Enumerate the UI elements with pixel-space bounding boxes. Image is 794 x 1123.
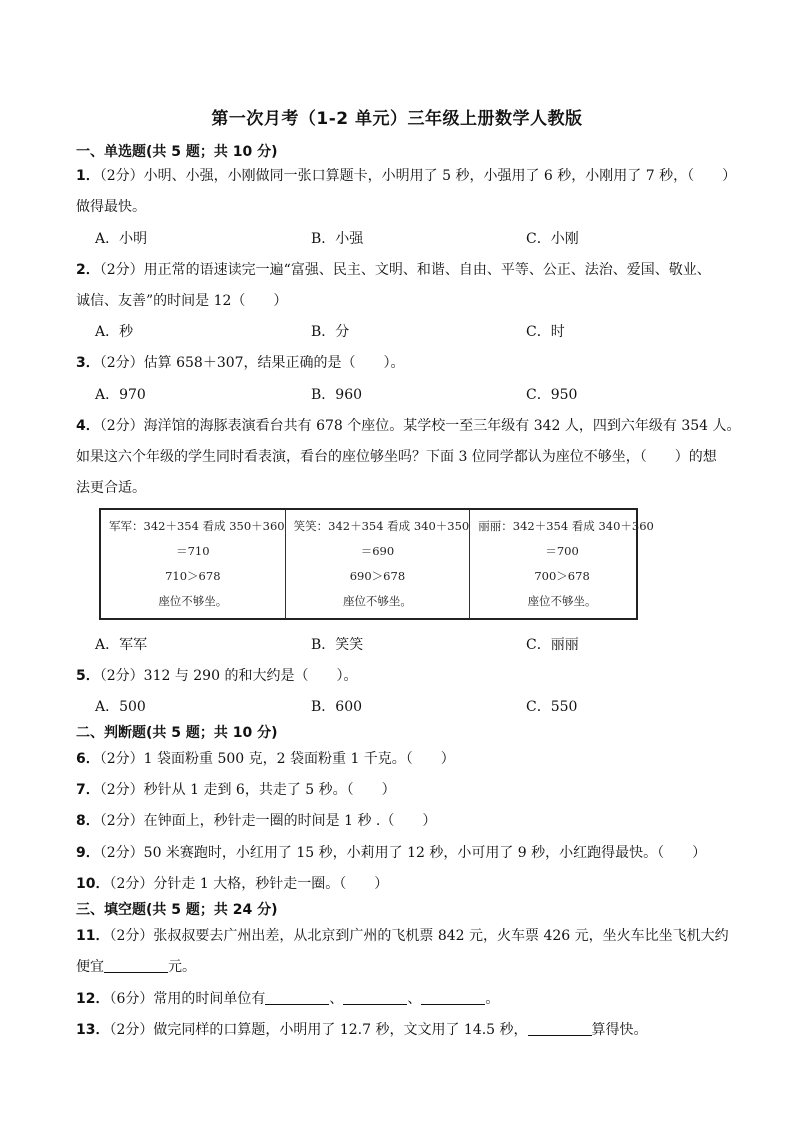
question-text: （2分）秒针从 1 走到 6，共走了 5 秒。（ ） — [99, 782, 396, 798]
reasoning-table — [99, 508, 654, 620]
answer-blank[interactable] — [528, 1021, 592, 1036]
question-text: （2分）用正常的语速读完一遍“富强、民主、文明、和谐、自由、平等、公正、法治、爱国、敬业、 — [99, 262, 711, 278]
question-number: 8． — [76, 813, 100, 829]
answer-blank[interactable] — [343, 990, 407, 1005]
section-heading-true-false: 二、判断题(共 5 题；共 10 分) — [76, 725, 278, 741]
question-1 — [76, 165, 736, 185]
q2-option-b[interactable]: B．分 — [311, 324, 350, 340]
question-number: 10． — [76, 876, 110, 892]
separator: 、 — [407, 991, 422, 1007]
q5-option-c[interactable]: C．550 — [526, 699, 578, 715]
question-9 — [76, 842, 706, 862]
question-text: 。 — [485, 991, 500, 1007]
question-number: 13． — [76, 1022, 110, 1038]
cell-heading: 笑笑：342＋354 看成 340＋350 — [293, 519, 470, 533]
question-13 — [76, 1019, 648, 1039]
cell-equation: ＝710 — [176, 544, 210, 558]
question-text: （6分）常用的时间单位有 — [109, 991, 266, 1007]
table-cell-junjun — [101, 510, 286, 618]
question-1-continued: 做得最快。 — [76, 199, 146, 215]
question-4-continued-2: 法更合适。 — [76, 480, 146, 496]
q2-option-c[interactable]: C．时 — [526, 324, 565, 340]
question-text: （2分）312 与 290 的和大约是（ ）。 — [99, 668, 358, 684]
question-text: （2分）做完同样的口算题，小明用了 12.7 秒，文文用了 14.5 秒， — [109, 1022, 528, 1038]
question-6 — [76, 748, 455, 768]
question-text: 便宜 — [76, 959, 104, 975]
question-11-continued — [76, 956, 196, 976]
cell-comparison: 700＞678 — [534, 569, 590, 583]
q5-option-b[interactable]: B．600 — [311, 699, 363, 715]
question-text: （2分）张叔叔要去广州出差，从北京到广州的飞机票 842 元，火车票 426 元，坐火车比坐飞机大约 — [109, 928, 729, 944]
question-number: 1． — [76, 168, 100, 184]
question-number: 7． — [76, 782, 100, 798]
q4-option-c[interactable]: C．丽丽 — [526, 637, 579, 653]
q4-option-b[interactable]: B．笑笑 — [311, 637, 364, 653]
cell-equation: ＝690 — [360, 544, 395, 558]
separator: 、 — [329, 991, 344, 1007]
question-12 — [76, 988, 499, 1008]
cell-equation: ＝700 — [545, 544, 579, 558]
question-4-continued: 如果这六个年级的学生同时看表演，看台的座位够坐吗？下面 3 位同学都认为座位不够坐，（ ）的想 — [76, 449, 717, 465]
q3-option-a[interactable]: A．970 — [95, 387, 146, 403]
q5-option-a[interactable]: A．500 — [95, 699, 146, 715]
table-cell-xiaoxiao — [286, 510, 471, 618]
question-text: （2分）小明、小强，小刚做同一张口算题卡，小明用了 5 秒，小强用了 6 秒，小刚用了 7 秒，（ ） — [99, 168, 737, 184]
question-3 — [76, 352, 405, 372]
question-number: 6． — [76, 751, 100, 767]
cell-comparison: 690＞678 — [349, 569, 406, 583]
question-2 — [76, 259, 711, 279]
question-number: 3． — [76, 355, 100, 371]
section-heading-fill-in: 三、填空题(共 5 题；共 24 分) — [76, 902, 278, 918]
q3-option-c[interactable]: C．950 — [526, 387, 578, 403]
question-10 — [76, 873, 388, 893]
q3-option-b[interactable]: B．960 — [311, 387, 363, 403]
question-text: （2分）估算 658＋307，结果正确的是（ ）。 — [99, 355, 405, 371]
answer-blank[interactable] — [104, 958, 168, 973]
cell-heading: 丽丽：342＋354 看成 340＋360 — [478, 519, 654, 533]
question-text: 元。 — [168, 959, 196, 975]
question-number: 11． — [76, 928, 110, 944]
question-number: 2． — [76, 262, 100, 278]
question-text: （2分）50 米赛跑时，小红用了 15 秒，小莉用了 12 秒，小可用了 9 秒，小红跑得最快。（ ） — [99, 845, 707, 861]
answer-blank[interactable] — [421, 990, 485, 1005]
question-number: 12． — [76, 991, 110, 1007]
question-text: （2分）1 袋面粉重 500 克，2 袋面粉重 1 千克。（ ） — [99, 751, 455, 767]
question-number: 4． — [76, 418, 100, 434]
cell-comparison: 710＞678 — [165, 569, 221, 583]
question-text: 算得快。 — [591, 1022, 648, 1038]
cell-conclusion: 座位不够坐。 — [158, 594, 228, 608]
cell-conclusion: 座位不够坐。 — [527, 594, 597, 608]
q1-option-a[interactable]: A．小明 — [95, 231, 148, 247]
q1-option-b[interactable]: B．小强 — [311, 231, 364, 247]
question-number: 9． — [76, 845, 100, 861]
q2-option-a[interactable]: A．秒 — [95, 324, 134, 340]
cell-heading: 军军：342＋354 看成 350＋360 — [109, 519, 285, 533]
question-text: （2分）分针走 1 大格，秒针走一圈。（ ） — [109, 876, 389, 892]
q4-option-a[interactable]: A．军军 — [95, 637, 148, 653]
question-11 — [76, 925, 729, 945]
page-title: 第一次月考（1-2 单元）三年级上册数学人教版 — [211, 109, 583, 129]
question-8 — [76, 810, 436, 830]
question-7 — [76, 779, 396, 799]
table-cell-lili — [470, 510, 654, 618]
question-number: 5． — [76, 668, 100, 684]
answer-blank[interactable] — [265, 990, 329, 1005]
section-heading-single-choice: 一、单选题(共 5 题；共 10 分) — [76, 144, 278, 160]
cell-conclusion: 座位不够坐。 — [342, 594, 412, 608]
question-text: （2分）在钟面上，秒针走一圈的时间是 1 秒 .（ ） — [99, 813, 437, 829]
question-5 — [76, 665, 357, 685]
question-text: （2分）海洋馆的海豚表演看台共有 678 个座位。某学校一至三年级有 342 人，四到六年级有 354 人。 — [99, 418, 741, 434]
q1-option-c[interactable]: C．小刚 — [526, 231, 579, 247]
question-2-continued: 诚信、友善”的时间是 12（ ） — [76, 293, 288, 309]
question-4 — [76, 415, 741, 435]
